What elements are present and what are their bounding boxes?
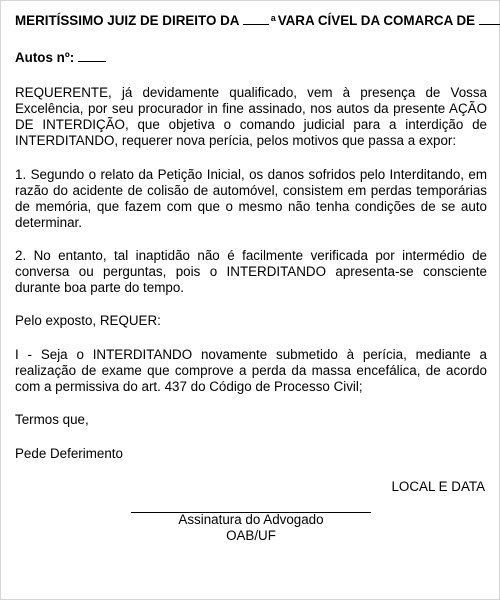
petition-document [15, 10, 487, 495]
item-2-paragraph: 2. No entanto, tal inaptidão não é facilmente verificada por intermédio de conversa ou perguntas, pois o INTERDITANDO apresenta-se consciente durante boa parte do tempo. [15, 248, 487, 295]
local-date: LOCAL E DATA [391, 479, 485, 494]
case-number-blank [78, 49, 106, 62]
intro-paragraph: REQUERENTE, já devidamente qualificado, vem à presença de Vossa Excelência, por seu procurador in fine assinado, nos autos da presente AÇÃO DE INTERDIÇÃO, que objetiva o comando judicial para a interdição de INTERDITANDO, requerer nova perícia, pelos motivos que passa a expor: [15, 85, 487, 148]
request-heading: Pelo exposto, REQUER: [15, 313, 161, 328]
item-1-paragraph: 1. Segundo o relato da Petição Inicial, os danos sofridos pelo Interditando, em razão do acidente de colisão de automóvel, consistem em perdas temporárias de memória, que fazem com que o mesmo não tenha condições de se auto determinar. [15, 167, 487, 230]
comarca-blank [479, 12, 500, 25]
header-prefix: MERITÍSSIMO JUIZ DE DIREITO DA [15, 13, 239, 28]
autos-label: Autos nº: [15, 50, 75, 65]
signature-block [131, 512, 371, 544]
signature-label: Assinatura do Advogado [178, 512, 324, 527]
closing-terms: Termos que, [15, 412, 89, 427]
closing-deferimento: Pede Deferimento [15, 446, 123, 461]
signature-oab: OAB/UF [226, 528, 276, 543]
case-number-line [15, 49, 487, 66]
ordinal-superscript: a [270, 13, 276, 23]
request-item-i: I - Seja o INTERDITANDO novamente submetido à perícia, mediante a realização de exame que comprove a perda da massa encefálica, de acordo com a permissiva do art. 437 do Código de Processo Civil; [15, 347, 487, 394]
vara-number-blank [243, 12, 269, 25]
header-middle: VARA CÍVEL DA COMARCA DE [277, 13, 476, 28]
court-header [15, 10, 487, 29]
